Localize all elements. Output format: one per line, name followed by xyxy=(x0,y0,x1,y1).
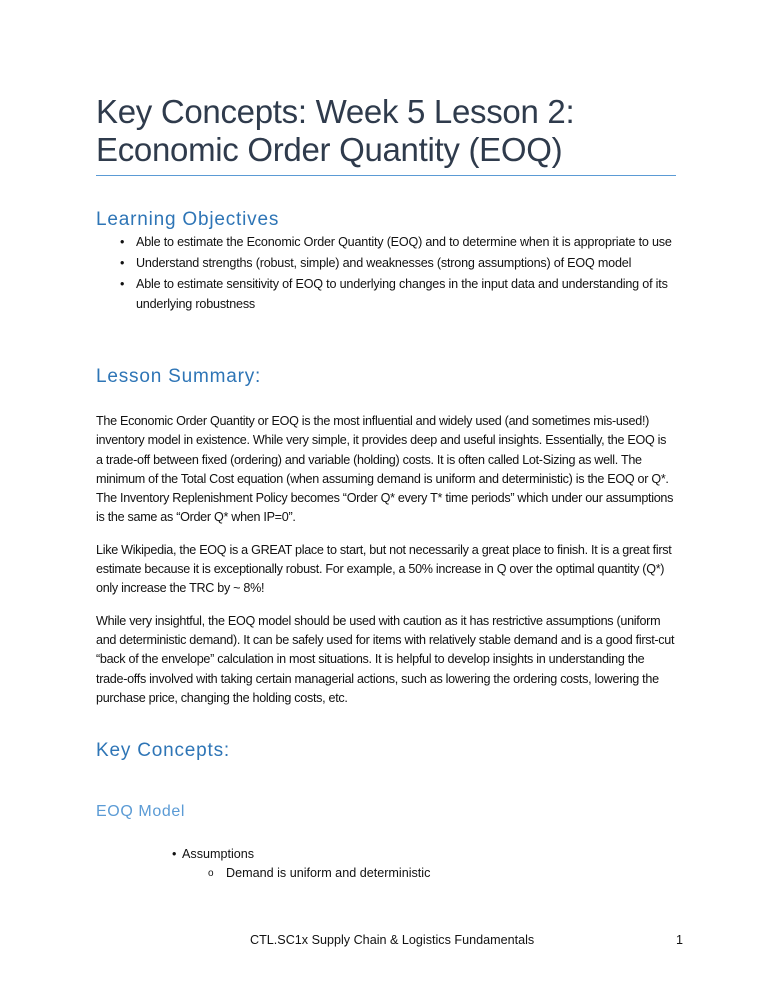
lesson-summary-body xyxy=(96,412,676,708)
learning-objectives-list xyxy=(96,233,672,316)
paragraph: The Economic Order Quantity or EOQ is the most influential and widely used (and sometimes mis-used!) inventory model in existence. While very simple, it provides deep and useful insights. Essentially, the EOQ is a trade-off between fixed (ordering) and variable (holding) costs. It is often called Lot-Sizing as well. The minimum of the Total Cost equation (when assuming demand is uniform and deterministic) is the EOQ or Q*. The Inventory Replenishment Policy becomes “Order Q* every T* time periods” which under our assumptions is the same as “Order Q* when IP=0”. xyxy=(96,414,674,525)
document-page xyxy=(96,0,684,994)
eoq-model-heading: EOQ Model xyxy=(96,803,185,821)
title-line-1: Key Concepts: Week 5 Lesson 2: xyxy=(96,93,575,130)
list-item: • Able to estimate sensitivity of EOQ to underlying changes in the input data and understanding of its underlying robustness xyxy=(120,277,668,311)
paragraph: While very insightful, the EOQ model should be used with caution as it has restrictive assumptions (uniform and deterministic demand). It can be safely used for items with relatively stable demand and is a good first-cut “back of the envelope” calculation in most situations. It is helpful to develop insights in understanding the trade-offs involved with taking certain managerial actions, such as lowering the ordering costs, lowering the purchase price, changing the holding costs, etc. xyxy=(96,613,675,705)
bullet-icon: • xyxy=(120,256,125,270)
page-number: 1 xyxy=(676,933,684,947)
list-item: • Able to estimate the Economic Order Quantity (EOQ) and to determine when it is appropriate to use xyxy=(96,233,672,253)
bullet-icon: • xyxy=(172,847,177,862)
hollow-bullet-icon: o xyxy=(208,868,214,880)
learning-objectives-heading: Learning Objectives xyxy=(96,209,280,230)
title-divider xyxy=(96,175,676,176)
bullet-icon: • xyxy=(120,235,125,249)
list-item: • Assumptions xyxy=(172,845,676,864)
paragraph: Like Wikipedia, the EOQ is a GREAT place to start, but not necessarily a great place to finish. It is a great first estimate because it is exceptionally robust. For example, a 50% increase in Q over the optimal quantity (Q*) only increase the TRC by ~ 8%! xyxy=(96,542,672,596)
title-line-2: Economic Order Quantity (EOQ) xyxy=(96,131,563,168)
page-title xyxy=(96,93,574,169)
lesson-summary-heading: Lesson Summary: xyxy=(96,366,262,387)
list-item: o Demand is uniform and deterministic xyxy=(208,864,676,883)
key-concepts-heading: Key Concepts: xyxy=(96,740,230,762)
main-content-flow xyxy=(96,412,676,883)
page-footer: CTL.SC1x Supply Chain & Logistics Fundamentals xyxy=(250,933,535,947)
bullet-icon: • xyxy=(120,277,125,291)
list-item: • Understand strengths (robust, simple) and weaknesses (strong assumptions) of EOQ model xyxy=(96,254,672,274)
